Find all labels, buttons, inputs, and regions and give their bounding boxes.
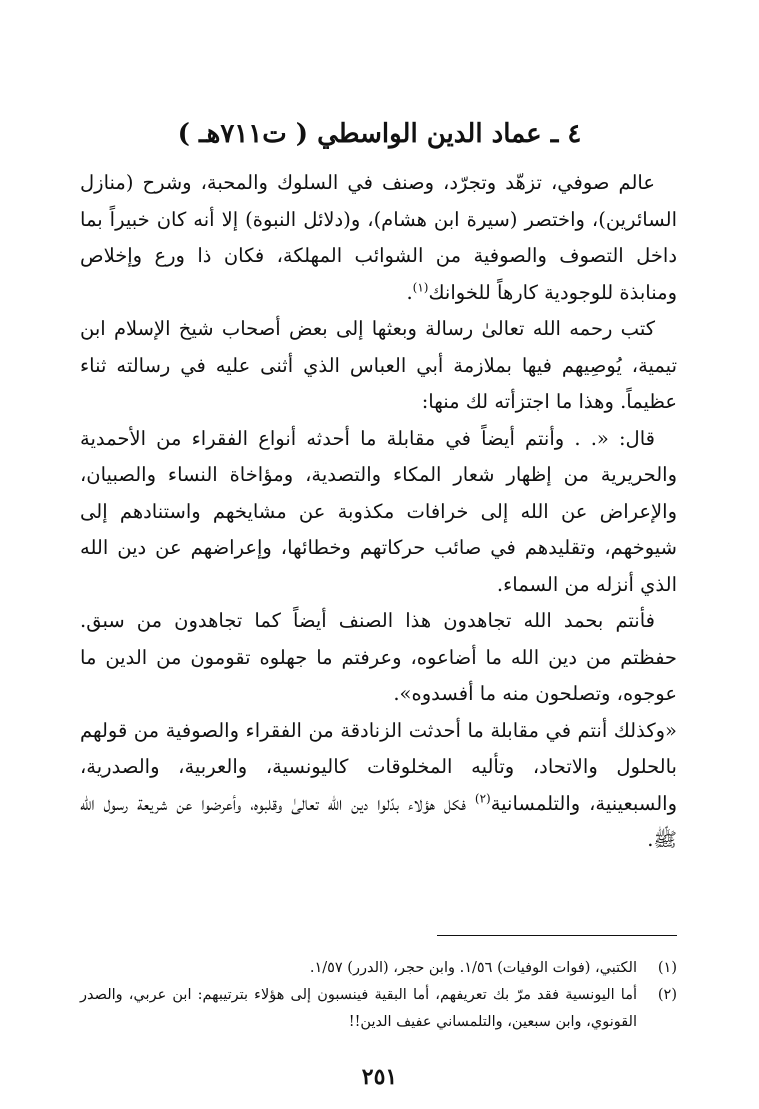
- footnote-1-number: (١): [657, 960, 677, 976]
- paragraph-3-text: قال: «. . وأنتم أيضاً في مقابلة ما أحدثه أنواع الفقراء من الأحمدية والحريرية من إظهار شعار المكاء والتصدية، ومؤاخاة النساء والصبيان، والإعراض عن الله إلى خرافات مكذوبة عن مشايخهم واستنادهم إلى شيوخهم، وتقليدهم في صائب حركاتهم وخطائها، وإعراضهم عن دين الله الذي أنزله من السماء.: [80, 426, 677, 596]
- footnote-1-text: الكتبي، (فوات الوفيات) ١/٥٦. وابن حجر، (الدرر) ١/٥٧.: [309, 960, 637, 976]
- paragraph-1-text: عالم صوفي، تزهّد وتجرّد، وصنف في السلوك والمحبة، وشرح (منازل السائرين)، واختصر (سيرة ابن هشام)، و(دلائل النبوة) إلا أنه كان خبيراً بما داخل التصوف والصوفية من الشوائب المهلكة، فكان ذا ورع وإخلاص ومنابذة للوجودية كارهاً للخوانك: [80, 171, 677, 304]
- body-text: [80, 165, 677, 859]
- paragraph-5-text: «وكذلك أنتم في مقابلة ما أحدثت الزنادقة من الفقراء والصوفية من قولهم بالحلول والاتحاد، وتأليه المخلوقات كاليونسية، والعربية، والصدرية، والسبعينية، والتلمسانية: [80, 718, 677, 815]
- footnote-ref-1: (١): [412, 280, 429, 294]
- paragraph-2: [80, 311, 677, 421]
- footnotes: [80, 955, 677, 1036]
- page-number: ٢٥١: [361, 1064, 398, 1090]
- paragraph-3: [80, 421, 677, 604]
- paragraph-4-text: فأنتم بحمد الله تجاهدون هذا الصنف أيضاً كما تجاهدون من سبق. حفظتم من دين الله ما أضاعوه، وعرفتم ما جهلوه تقومون من الدين ما عوجوه، وتصلحون منه ما أفسدوه».: [80, 609, 677, 705]
- paragraph-5: [80, 713, 677, 859]
- paragraph-1-end: .: [406, 280, 413, 304]
- paragraph-1: [80, 165, 677, 311]
- paragraph-4: [80, 603, 677, 713]
- paragraph-5-end: فكل هؤلاء بدّلوا دين الله تعالىٰ وقلبوه، وأعرضوا عن شريعة رسول الله ﷺ.: [80, 791, 677, 851]
- footnote-divider: [437, 935, 677, 936]
- footnote-2-text: أما اليونسية فقد مرّ بك تعريفهم، أما البقية فينسبون إلى هؤلاء بترتيبهم: ابن عربي، والصدر القونوي، وابن سبعين، والتلمساني عفيف الدين!!: [80, 987, 637, 1030]
- footnote-1: [80, 955, 677, 982]
- footnote-ref-2: (٢): [474, 791, 491, 805]
- footnote-2: [80, 982, 677, 1036]
- footnote-2-number: (٢): [657, 987, 677, 1003]
- section-heading: ٤ ـ عماد الدين الواسطي ( ت٧١١هـ ): [177, 119, 582, 149]
- paragraph-2-text: كتب رحمه الله تعالىٰ رسالة وبعثها إلى بعض أصحاب شيخ الإسلام ابن تيمية، يُوصِيهم فيها بملازمة أبي العباس الذي أثنى عليه في رسالته ثناء عظيماً. وهذا ما اجتزأته لك منها:: [80, 317, 677, 413]
